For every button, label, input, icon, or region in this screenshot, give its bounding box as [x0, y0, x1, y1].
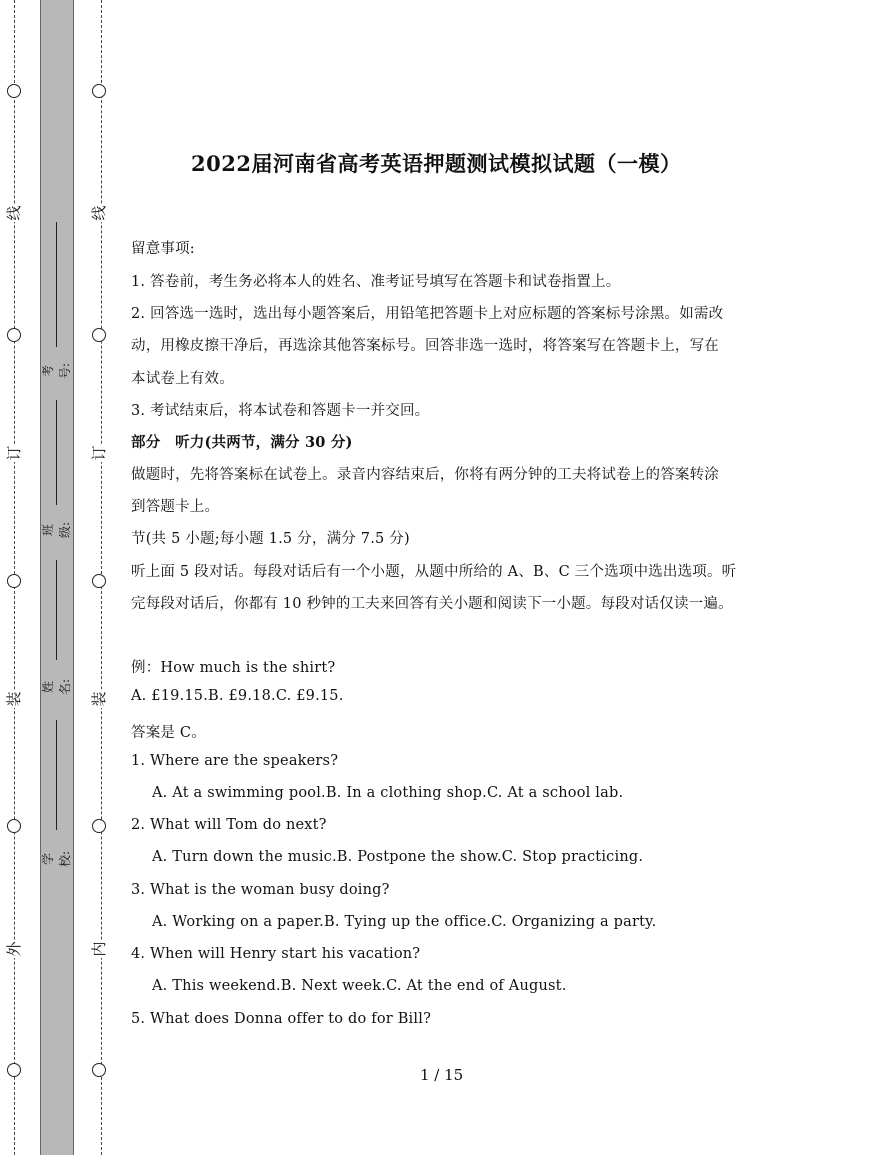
- notice-item: 2. 回答选一选时，选出每小题答案后，用铅笔把答题卡上对应标题的答案标号涂黑。如需改: [131, 306, 724, 322]
- margin-char-zhuang: 装: [5, 691, 23, 707]
- field-underline: [56, 720, 57, 830]
- notice-item: 3. 考试结束后，将本试卷和答题卡一并交回。: [131, 403, 430, 419]
- binding-hole: [7, 328, 21, 342]
- field-label: 班级:: [41, 521, 72, 539]
- part-instructions: 听上面 5 段对话。每段对话后有一个小题，从题中所给的 A、B、C 三个选项中选出选项。听: [131, 564, 737, 580]
- notice-heading: 留意事项:: [131, 241, 195, 257]
- field-underline: [56, 560, 57, 660]
- binding-hole: [92, 574, 106, 588]
- page-title: 2022届河南省高考英语押题测试模拟试题（一模）: [191, 151, 682, 176]
- section-intro: 做题时，先将答案标在试卷上。录音内容结束后，你将有两分钟的工夫将试卷上的答案转涂: [131, 467, 719, 483]
- example-answer: 答案是 C。: [131, 725, 206, 741]
- section-heading: 部分 听力(共两节，满分 30 分): [131, 434, 353, 451]
- example-options: A. £19.15.B. £9.18.C. £9.15.: [131, 688, 344, 704]
- question-options: A. At a swimming pool.B. In a clothing shop.C. At a school lab.: [152, 785, 624, 801]
- question: 1. Where are the speakers?: [131, 753, 339, 769]
- margin-char-nei: 内: [90, 941, 108, 957]
- field-label: 学校:: [41, 850, 72, 868]
- binding-margin: [0, 0, 120, 1155]
- section-intro: 到答题卡上。: [131, 499, 220, 515]
- field-label: 考号:: [41, 362, 72, 380]
- name-field: [41, 560, 72, 720]
- page-number: 1 / 15: [420, 1066, 464, 1084]
- margin-char-xian: 线: [5, 205, 23, 221]
- binding-hole: [92, 819, 106, 833]
- binding-hole: [7, 819, 21, 833]
- field-label: 姓名:: [41, 678, 72, 696]
- notice-item-cont: 本试卷上有效。: [131, 371, 234, 387]
- binding-hole: [92, 84, 106, 98]
- example-question: 例：How much is the shirt?: [131, 660, 336, 676]
- binding-hole: [7, 84, 21, 98]
- margin-char-wai: 外: [5, 941, 23, 957]
- part-instructions: 完每段对话后，你都有 10 秒钟的工夫来回答有关小题和阅读下一小题。每段对话仅读一遍。: [131, 596, 733, 612]
- question: 2. What will Tom do next?: [131, 817, 327, 833]
- field-underline: [56, 222, 57, 347]
- margin-char-ding: 订: [90, 445, 108, 461]
- exam-number-field: [41, 222, 72, 392]
- binding-hole: [92, 328, 106, 342]
- question: 4. When will Henry start his vacation?: [131, 946, 421, 962]
- field-underline: [56, 400, 57, 505]
- school-field: [41, 720, 72, 890]
- question: 5. What does Donna offer to do for Bill?: [131, 1011, 432, 1027]
- part-heading: 节(共 5 小题;每小题 1.5 分，满分 7.5 分): [131, 531, 410, 547]
- question-options: A. Working on a paper.B. Tying up the office.C. Organizing a party.: [152, 914, 657, 930]
- binding-hole: [92, 1063, 106, 1077]
- binding-hole: [7, 574, 21, 588]
- class-field: [41, 400, 72, 570]
- binding-hole: [7, 1063, 21, 1077]
- margin-char-ding: 订: [5, 445, 23, 461]
- question-options: A. This weekend.B. Next week.C. At the end of August.: [152, 978, 567, 994]
- margin-char-xian: 线: [90, 205, 108, 221]
- margin-char-zhuang: 装: [90, 691, 108, 707]
- question: 3. What is the woman busy doing?: [131, 882, 390, 898]
- notice-item-cont: 动，用橡皮擦干净后，再选涂其他答案标号。回答非选一选时，将答案写在答题卡上，写在: [131, 338, 719, 354]
- notice-item: 1. 答卷前，考生务必将本人的姓名、准考证号填写在答题卡和试卷指置上。: [131, 274, 621, 290]
- question-options: A. Turn down the music.B. Postpone the show.C. Stop practicing.: [152, 849, 644, 865]
